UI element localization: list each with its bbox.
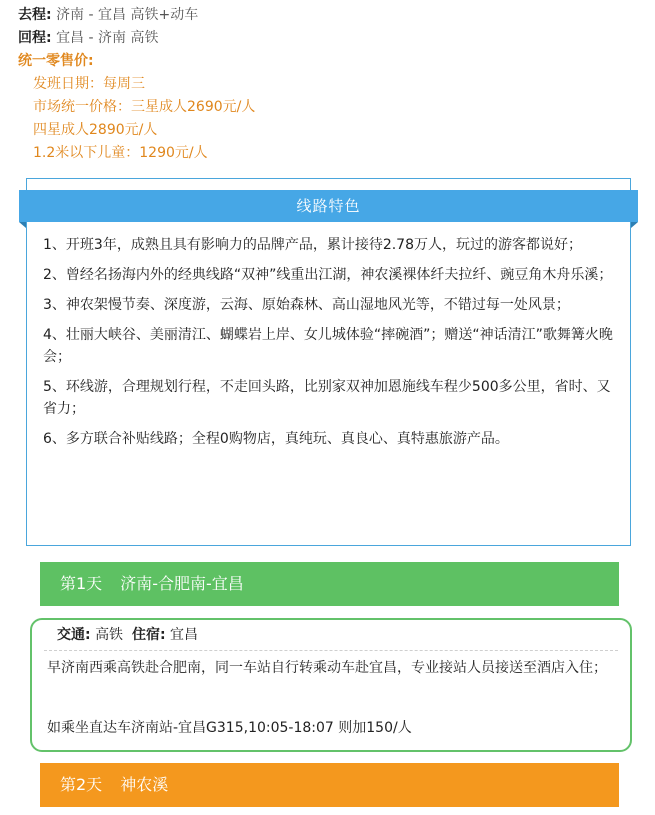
day1-description: 早济南西乘高铁赴合肥南，同一车站自行转乘动车赴宜昌，专业接站人员接送至酒店入住； (47, 660, 607, 676)
feature-item: 2、曾经名扬海内外的经典线路“双神”线重出江湖，神农溪裸体纤夫拉纤、豌豆角木舟乐溪； (43, 267, 613, 283)
day1-logistics (57, 624, 198, 646)
price-line-child: 1.2米以下儿童：1290元/人 (33, 145, 208, 161)
feature-item: 6、多方联合补贴线路；全程0购物店，真纯玩、真良心、真特惠旅游产品。 (43, 431, 509, 447)
day1-route: 济南-合肥南-宜昌 (120, 574, 244, 593)
feature-item: 1、开班3年，成熟且具有影响力的品牌产品，累计接待2.78万人，玩过的游客都说好； (43, 237, 582, 253)
price-line-four-star: 四星成人2890元/人 (33, 122, 158, 138)
outbound-label: 去程: (18, 7, 52, 23)
feature-item: 3、神农架慢节奏、深度游，云海、原始森林、高山湿地风光等，不错过每一处风景； (43, 297, 570, 313)
day2-label: 第2天 (60, 775, 103, 794)
return-row (18, 27, 255, 50)
price-line-departure: 发班日期：每周三 (33, 76, 145, 92)
outbound-route: 济南 - 宜昌 高铁+动车 (56, 7, 199, 23)
day1-header (40, 562, 619, 606)
divider (44, 650, 618, 651)
traffic-value: 高铁 (95, 627, 124, 643)
return-label: 回程: (18, 30, 52, 46)
price-title: 统一零售价: (18, 53, 94, 69)
feature-item: 4、壮丽大峡谷、美丽清江、蝴蝶岩上岸、女儿城体验“摔碗酒”；赠送“神话清江”歌舞篝火晚会； (43, 327, 613, 365)
trip-summary (18, 4, 255, 165)
return-route: 宜昌 - 济南 高铁 (56, 30, 159, 46)
day1-note: 如乘坐直达车济南站-宜昌G315,10:05-18:07 则加150/人 (47, 720, 412, 736)
feature-item: 5、环线游，合理规划行程，不走回头路，比别家双神加恩施线车程少500多公里，省时、又省力； (43, 379, 611, 417)
stay-value: 宜昌 (170, 627, 199, 643)
day1-label: 第1天 (60, 574, 103, 593)
day2-route: 神农溪 (120, 775, 169, 794)
traffic-label: 交通: (57, 627, 91, 643)
stay-label: 住宿: (131, 627, 166, 643)
day2-header (40, 763, 619, 807)
features-list (43, 234, 621, 458)
features-title: 线路特色 (19, 190, 638, 222)
price-line-three-star: 市场统一价格：三星成人2690元/人 (33, 99, 256, 115)
outbound-row (18, 4, 255, 27)
